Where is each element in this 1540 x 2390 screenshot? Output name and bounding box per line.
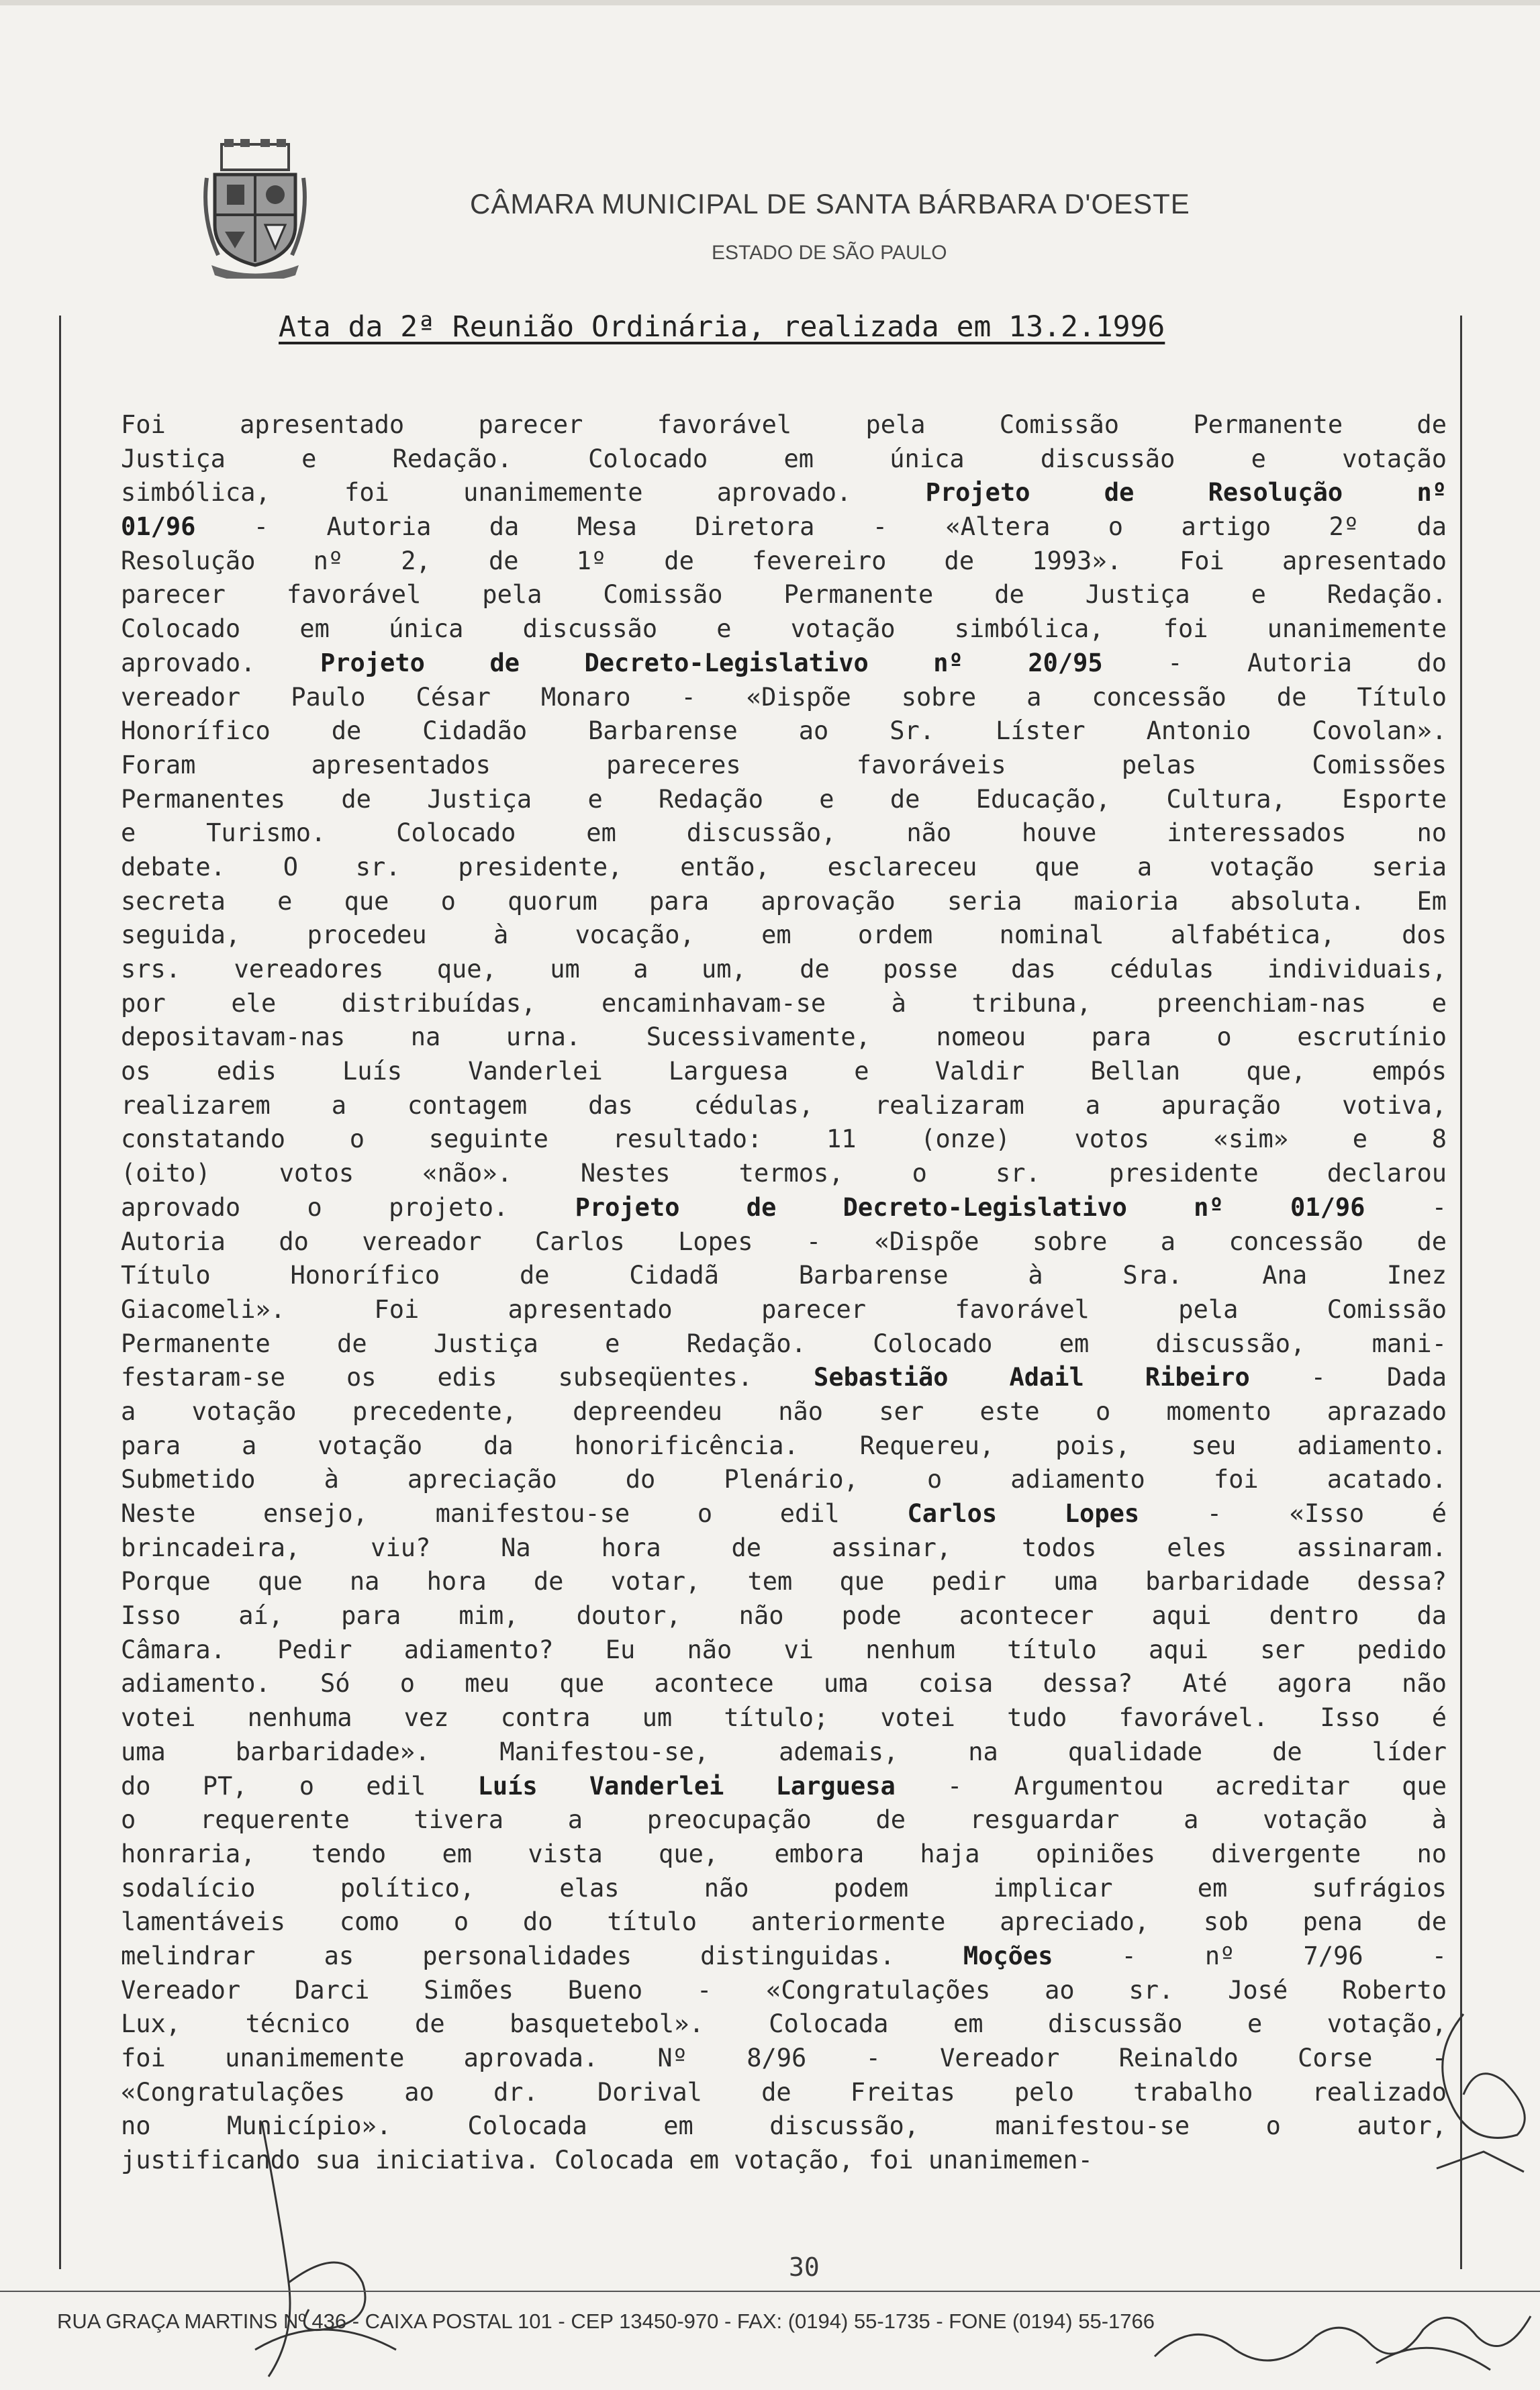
text-segment: para a votação da honorificência. Requereu, pois, seu adiamento.	[121, 1431, 1447, 1460]
text-line	[121, 1395, 1447, 1429]
text-line	[121, 1531, 1447, 1566]
bold-segment: Luís Vanderlei Larguesa	[477, 1771, 896, 1801]
text-segment: Foram apresentados pareceres favoráveis pelas Comissões	[121, 750, 1447, 779]
text-segment: adiamento. Só o meu que acontece uma coisa dessa? Até agora não	[121, 1669, 1447, 1699]
text-line	[121, 987, 1447, 1021]
bold-segment: Sebastião Adail Ribeiro	[814, 1363, 1250, 1392]
text-line	[121, 1837, 1447, 1872]
text-line	[121, 2007, 1447, 2042]
text-segment: honraria, tendo em vista que, embora haja opiniões divergente no	[121, 1839, 1447, 1868]
text-line	[121, 953, 1447, 987]
handwritten-signature-left	[242, 2108, 416, 2390]
text-segment: Isso aí, para mim, doutor, não pode acontecer aqui dentro da	[121, 1601, 1447, 1631]
text-segment: Autoria do vereador Carlos Lopes - «Dispõe sobre a concessão de	[121, 1227, 1447, 1256]
text-segment: justificando sua iniciativa. Colocada em votação, foi unanimemen-	[121, 2146, 1093, 2175]
text-segment: Neste ensejo, manifestou-se o edil	[121, 1499, 908, 1528]
text-segment: Honorífico de Cidadão Barbarense ao Sr. Líster Antonio Covolan».	[121, 716, 1447, 746]
text-line	[121, 1259, 1447, 1293]
text-line	[121, 2076, 1447, 2110]
text-line	[121, 408, 1447, 442]
text-segment: Submetido à apreciação do Plenário, o adiamento foi acatado.	[121, 1465, 1447, 1494]
text-line	[121, 1089, 1447, 1123]
text-line	[121, 1599, 1447, 1633]
text-line	[121, 612, 1447, 647]
text-line	[121, 544, 1447, 579]
text-segment: melindrar as personalidades distinguidas.	[121, 1941, 963, 1970]
text-segment: realizarem a contagem das cédulas, realizaram a apuração votiva,	[121, 1090, 1447, 1120]
text-segment: Justiça e Redação. Colocado em única discussão e votação	[121, 444, 1447, 473]
text-segment: (oito) votos «não». Nestes termos, o sr. presidente declarou	[121, 1159, 1447, 1188]
bold-segment: Projeto de Decreto-Legislativo nº 01/96	[575, 1192, 1365, 1222]
text-line	[121, 783, 1447, 817]
text-line	[121, 1225, 1447, 1259]
text-line	[121, 1872, 1447, 1906]
text-segment: do PT, o edil	[121, 1771, 478, 1801]
text-line	[121, 1191, 1447, 1225]
text-line	[121, 1463, 1447, 1497]
handwritten-signature-bottom-right	[1141, 2289, 1537, 2383]
text-segment: -	[1365, 1192, 1447, 1222]
text-line	[121, 510, 1447, 544]
handwritten-initials-right	[1423, 2001, 1540, 2189]
bold-segment: Carlos Lopes	[907, 1499, 1140, 1528]
text-segment: foi unanimemente aprovada. Nº 8/96 - Vereador Reinaldo Corse -	[121, 2044, 1447, 2072]
page-top-edge	[0, 0, 1540, 5]
text-segment: - Autoria do	[1102, 648, 1447, 677]
text-segment: brincadeira, viu? Na hora de assinar, todos eles assinaram.	[121, 1533, 1447, 1562]
text-segment: Foi apresentado parecer favorável pela Comissão Permanente de	[121, 410, 1447, 439]
text-segment: a votação precedente, depreendeu não ser este o momento aprazado	[121, 1396, 1447, 1426]
text-line	[121, 681, 1447, 715]
text-line	[121, 1157, 1447, 1191]
text-segment: depositavam-nas na urna. Sucessivamente, nomeou para o escrutínio	[121, 1022, 1447, 1052]
state-name: ESTADO DE SÃO PAULO	[712, 242, 947, 264]
text-segment: aprovado o projeto.	[121, 1192, 575, 1222]
text-segment: - Argumentou acreditar que	[895, 1771, 1447, 1801]
text-segment: Porque que na hora de votar, tem que pedir uma barbaridade dessa?	[121, 1567, 1447, 1596]
text-segment: Lux, técnico de basquetebol». Colocada em discussão e votação,	[121, 2009, 1447, 2039]
text-segment: o requerente tivera a preocupação de resguardar a votação à	[121, 1805, 1447, 1835]
text-line	[121, 1701, 1447, 1735]
text-segment: Câmara. Pedir adiamento? Eu não vi nenhum título aqui ser pedido	[121, 1635, 1447, 1664]
text-line	[121, 2042, 1447, 2076]
text-segment: - Dada	[1249, 1363, 1447, 1392]
text-segment: debate. O sr. presidente, então, esclareceu que a votação seria	[121, 852, 1447, 881]
text-segment: srs. vereadores que, um a um, de posse das cédulas individuais,	[121, 955, 1447, 984]
document-title: Ata da 2ª Reunião Ordinária, realizada em 13.2.1996	[279, 310, 1165, 344]
text-segment: Título Honorífico de Cidadã Barbarense à Sra. Ana Inez	[121, 1261, 1447, 1290]
text-segment: festaram-se os edis subseqüentes.	[121, 1363, 814, 1392]
text-segment: votei nenhuma vez contra um título; votei tudo favorável. Isso é	[121, 1703, 1447, 1733]
text-segment: seguida, procedeu à vocação, em ordem nominal alfabética, dos	[121, 920, 1447, 950]
municipal-crest-icon	[201, 138, 309, 279]
text-segment: «Congratulações ao dr. Dorival de Freitas pelo trabalho realizado	[121, 2077, 1447, 2107]
text-line	[121, 749, 1447, 783]
text-line	[121, 1770, 1447, 1804]
minutes-body	[121, 408, 1447, 2178]
text-line	[121, 1667, 1447, 1701]
text-segment: - Autoria da Mesa Diretora - «Altera o artigo 2º da	[195, 512, 1447, 542]
text-segment: aprovado.	[121, 648, 320, 677]
text-line	[121, 1497, 1447, 1531]
right-margin-rule	[1460, 316, 1462, 2269]
text-line	[121, 918, 1447, 953]
text-line	[121, 1735, 1447, 1770]
text-line	[121, 1565, 1447, 1599]
left-margin-rule	[59, 316, 61, 2269]
text-line	[121, 1122, 1447, 1157]
text-line	[121, 714, 1447, 749]
bold-segment: Projeto de Resolução nº	[925, 478, 1447, 508]
text-segment: Permanentes de Justiça e Redação e de Educação, Cultura, Esporte	[121, 784, 1447, 814]
text-segment: uma barbaridade». Manifestou-se, ademais, na qualidade de líder	[121, 1737, 1447, 1766]
text-segment: constatando o seguinte resultado: 11 (onze) votos «sim» e 8	[121, 1125, 1447, 1154]
text-line	[121, 647, 1447, 681]
text-segment: - «Isso é	[1139, 1499, 1447, 1528]
text-line	[121, 1327, 1447, 1361]
text-segment: Giacomeli». Foi apresentado parecer favorável pela Comissão	[121, 1294, 1447, 1324]
text-line	[121, 578, 1447, 612]
text-line	[121, 442, 1447, 477]
text-segment: lamentáveis como o do título anteriormente apreciado, sob pena de	[121, 1907, 1447, 1937]
text-line	[121, 1429, 1447, 1464]
text-segment: Colocado em única discussão e votação simbólica, foi unanimemente	[121, 614, 1447, 644]
text-line	[121, 1905, 1447, 1940]
text-line	[121, 1361, 1447, 1395]
text-line	[121, 1633, 1447, 1668]
text-segment: os edis Luís Vanderlei Larguesa e Valdir Bellan que, empós	[121, 1057, 1447, 1086]
bold-segment: Moções	[963, 1941, 1053, 1970]
text-line	[121, 816, 1447, 851]
bold-segment: 01/96	[121, 512, 196, 542]
text-line	[121, 476, 1447, 510]
text-segment: vereador Paulo César Monaro - «Dispõe sobre a concessão de Título	[121, 682, 1447, 712]
text-segment: Permanente de Justiça e Redação. Colocado em discussão, mani-	[121, 1329, 1447, 1358]
text-segment: Resolução nº 2, de 1º de fevereiro de 1993». Foi apresentado	[121, 546, 1447, 575]
text-line	[121, 1940, 1447, 1974]
page-number: 30	[789, 2252, 820, 2282]
text-segment: secreta e que o quorum para aprovação seria maioria absoluta. Em	[121, 886, 1447, 916]
text-segment: simbólica, foi unanimemente aprovado.	[121, 478, 926, 508]
text-line	[121, 1055, 1447, 1089]
text-line	[121, 885, 1447, 919]
bold-segment: Projeto de Decreto-Legislativo nº 20/95	[320, 648, 1103, 677]
text-segment: Vereador Darci Simões Bueno - «Congratulações ao sr. José Roberto	[121, 1975, 1447, 2005]
text-segment: por ele distribuídas, encaminhavam-se à tribuna, preenchiam-nas e	[121, 988, 1447, 1018]
footer-rule	[0, 2291, 1540, 2292]
institution-name: CÂMARA MUNICIPAL DE SANTA BÁRBARA D'OESTE	[470, 188, 1190, 220]
text-segment: no Município». Colocada em discussão, manifestou-se o autor,	[121, 2111, 1447, 2141]
text-segment: parecer favorável pela Comissão Permanente de Justiça e Redação.	[121, 580, 1447, 610]
text-segment: sodalício político, elas não podem implicar em sufrágios	[121, 1873, 1447, 1903]
text-line	[121, 1293, 1447, 1327]
footer-address: RUA GRAÇA MARTINS Nº 436 - CAIXA POSTAL 101 - CEP 13450-970 - FAX: (0194) 55-1735 - FONE (0194) 55-1766	[57, 2309, 1155, 2333]
text-line	[121, 1020, 1447, 1055]
text-line	[121, 1974, 1447, 2008]
text-segment: - nº 7/96 -	[1053, 1941, 1447, 1970]
text-line	[121, 1803, 1447, 1837]
text-line	[121, 851, 1447, 885]
text-segment: e Turismo. Colocado em discussão, não houve interessados no	[121, 818, 1447, 848]
